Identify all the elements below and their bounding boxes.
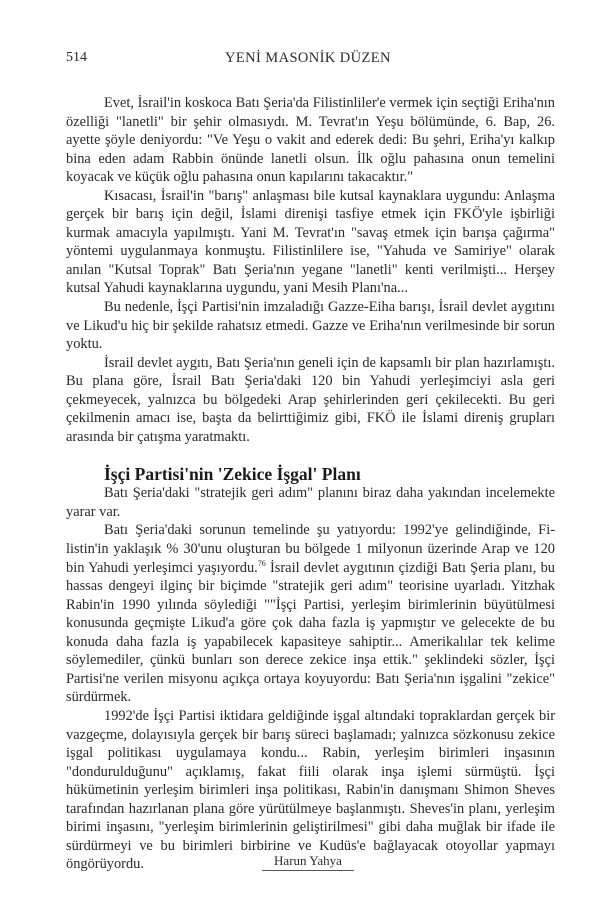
paragraph: Evet, İsrail'in koskoca Batı Şeria'da Filistinliler'e vermek için seçtiği Eriha'nın özelliği "lanetli" bir şehir olmasıydı. M. Tevrat'ın Yeşu bölümünde, 6. Bap, 26. ayette şöyle deniyordu: "Ve Yeşu o vakit and ederek dedi: Bu şehri, Eriha'yı kalkıp bina eden adam Rabbin önünde lanetli olsun. İlk oğlu pahasına onun temelini koyacak ve küçük oğlu pahasına onun kapılarını takacaktır." [66,95,555,186]
page-number: 514 [66,50,87,65]
paragraph-text: Batı Şeria'daki sorunun temelinde şu yatıyordu: 1992'ye gelindiğinde, Filistin'in yaklaşık % 30'unu oluşturan bu bölgede 1 milyonun üzerinde Arap ve 120 bin Yahudi yerleşimci yaşıyordu. [66,522,555,576]
paragraph-text: İsrail devlet aygıtının çizdiği Batı Şeria planı, bu hassas dengeyi ilginç bir biçimde "stratejik geri adım" teorisine uyarladı. Yitzhak Rabin'in 1990 yılında söylediği ""İşçi Partisi, yerleşim birimlerinin büyütülmesi konusunda geçmişte Likud'a göre çok daha fazla iş yapmıştır ve gelecekte de bu konuda daha fazla iş yapabilecek kapasiteye sahiptir... Amerikalılar tek kelime söylemediler, çünkü bunları son derece zekice inşa ettik." şeklindeki sözler, İşçi Partisi'ne verilen misyonu açıkça ortaya koyuyordu: Batı Şeria'nın işgalini "zekice" sürdürmek. [66,559,555,706]
footer-author: Harun Yahya [262,853,354,871]
paragraph: İsrail devlet aygıtı, Batı Şeria'nın geneli için de kapsamlı bir plan hazırlamıştı. Bu plana göre, İsrail Batı Şeria'daki 120 bin Yahudi yerleşimciyi asla geri çekmeyecek, yalnızca bu bölgedeki Arap şehirlerinden geri çekilecekti. Bu geri çekilmenin amacı ise, başta da belirttiğimiz gibi, FKÖ ile İslami direniş grupları arasında bir çatışma yaratmaktı. [66,354,555,445]
section-heading: İşçi Partisi'nin 'Zekice İşgal' Planı [104,464,361,485]
page-footer [0,852,616,871]
paragraph: Kısacası, İsrail'in "barış" anlaşması bile kutsal kaynaklara uygundu: Anlaşma gerçek bir barış için değil, İslami direnişi tasfiye etmek için FKÖ'yle işbirliği kurmak amacıyla yapılmıştı. Yani M. Tevrat'ın "savaş etmek için barışa çağırma" yöntemi uygulanmaya konmuştu. Filistinlilere ise, "Yahuda ve Samiriye" olarak anılan "Kutsal Toprak" Batı Şeria'nın yegane "lanetli" kenti verilmişti... Herşey kutsal Yahudi kaynaklarına uygundu, yani Mesih Planı'na... [66,187,555,297]
footnote-reference[interactable]: 76 [257,558,266,568]
paragraph: Bu nedenle, İşçi Partisi'nin imzaladığı Gazze-Eiha barışı, İsrail devlet aygıtını ve Likud'u hiç bir şekilde rahatsız etmedi. Gazze ve Eriha'nın verilmesinde bir sorun yoktu. [66,299,555,353]
running-head: YENİ MASONİK DÜZEN [225,50,391,66]
paragraph-with-footnote [66,521,555,706]
paragraph: Batı Şeria'daki "stratejik geri adım" planını biraz daha yakından incelemekte yarar var. [66,485,555,520]
body-text [66,94,555,874]
paragraph: 1992'de İşçi Partisi iktidara geldiğinde işgal altındaki topraklardan gerçek bir vazgeçme, dolayısıyla gerçek bir barış süreci başlamadı; yalnızca sözkonusu zekice işgal politikası uygulamaya kondu... Rabin, yerleşim birimleri inşasının "dondurulduğunu" açıklamış, fakat fiili olarak inşa işlemi sürmüştü. İşçi hükümetinin yerleşim birimleri inşa politikası, Rabin'in danışmanı Shimon Sheves tarafından hazırlanan plana göre yürütülmeye başlanmıştı. Sheves'in planı, yerleşim birimi inşasını, "yerleşim birimlerinin geliştirilmesi" gibi daha muğlak bir ifade ile sürdürmeyi ve bu birimleri birbirine ve Kudüs'e bağlayacak otoyollar yapmayı öngörüyordu. [66,707,555,873]
